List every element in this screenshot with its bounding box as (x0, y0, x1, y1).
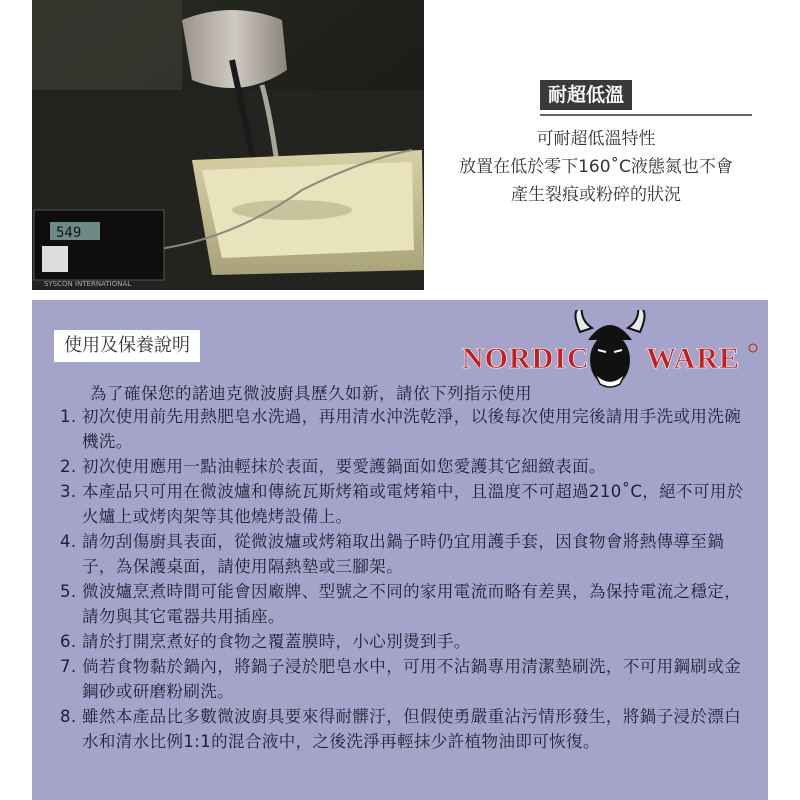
care-instructions-panel (32, 300, 768, 800)
item-number: 3. (60, 482, 77, 501)
svg-text:NORDIC: NORDIC (462, 342, 590, 375)
item-number: 1. (60, 407, 77, 426)
list-item (60, 454, 750, 479)
instruction-list (60, 404, 750, 754)
feature-block (436, 80, 756, 220)
viking-logo-icon (460, 310, 760, 390)
item-text: 雖然本產品比多數微波廚具要來得耐髒汙，但假使勇嚴重沾污情形發生，將鍋子浸於漂白水和清水比例1:1的混合液中，之後洗淨再輕抹少許植物油即可恢復。 (82, 707, 742, 751)
item-text: 倘若食物黏於鍋內，將鍋子浸於肥皂水中，可用不沾鍋專用清潔墊刷洗，不可用鋼刷或金鋼砂或研磨粉刷洗。 (82, 657, 742, 701)
list-item (60, 654, 750, 704)
list-item (60, 479, 750, 529)
item-text: 微波爐烹煮時間可能會因廠牌、型號之不同的家用電流而略有差異，為保持電流之穩定，請勿與其它電器共用插座。 (82, 582, 742, 626)
device-brand-label: SYSCON INTERNATIONAL (44, 280, 132, 288)
meter-reading: 549 (56, 225, 82, 241)
feature-title: 耐超低溫 (540, 80, 632, 110)
list-item (60, 704, 750, 754)
item-number: 4. (60, 532, 77, 551)
item-number: 2. (60, 457, 77, 476)
item-number: 6. (60, 632, 77, 651)
list-item (60, 404, 750, 454)
section-title: 使用及保養說明 (54, 330, 200, 362)
photo-illustration (32, 0, 424, 290)
list-item (60, 529, 750, 579)
feature-line-3: 產生裂痕或粉碎的狀況 (511, 185, 681, 205)
liquid-nitrogen-test-photo (32, 0, 424, 290)
item-text: 初次使用應用一點油輕抹於表面，要愛護鍋面如您愛護其它細緻表面。 (82, 457, 606, 476)
item-number: 7. (60, 657, 77, 676)
item-number: 5. (60, 582, 77, 601)
feature-line-1: 可耐超低溫特性 (536, 129, 656, 149)
intro-text: 為了確保您的諾迪克微波廚具歷久如新，請依下列指示使用 (90, 384, 532, 403)
item-text: 請於打開烹煮好的食物之覆蓋膜時，小心別燙到手。 (82, 632, 471, 651)
list-item (60, 579, 750, 629)
feature-line-2: 放置在低於零下160˚C液態氮也不會 (459, 157, 733, 177)
feature-divider (540, 114, 752, 116)
nordic-ware-logo (460, 310, 760, 390)
svg-text:WARE: WARE (646, 342, 741, 375)
item-text: 請勿刮傷廚具表面，從微波爐或烤箱取出鍋子時仍宜用護手套，因食物會將熱傳導至鍋子，為保護桌面，請使用隔熱墊或三腳架。 (82, 532, 725, 576)
list-item (60, 629, 750, 654)
item-text: 初次使用前先用熱肥皂水洗過，再用清水沖洗乾淨，以後每次使用完後請用手洗或用洗碗機洗。 (82, 407, 742, 451)
item-text: 本產品只可用在微波爐和傳統瓦斯烤箱或電烤箱中，且溫度不可超過210˚C，絕不可用於火爐上或烤肉架等其他燒烤設備上。 (82, 482, 744, 526)
item-number: 8. (60, 707, 77, 726)
